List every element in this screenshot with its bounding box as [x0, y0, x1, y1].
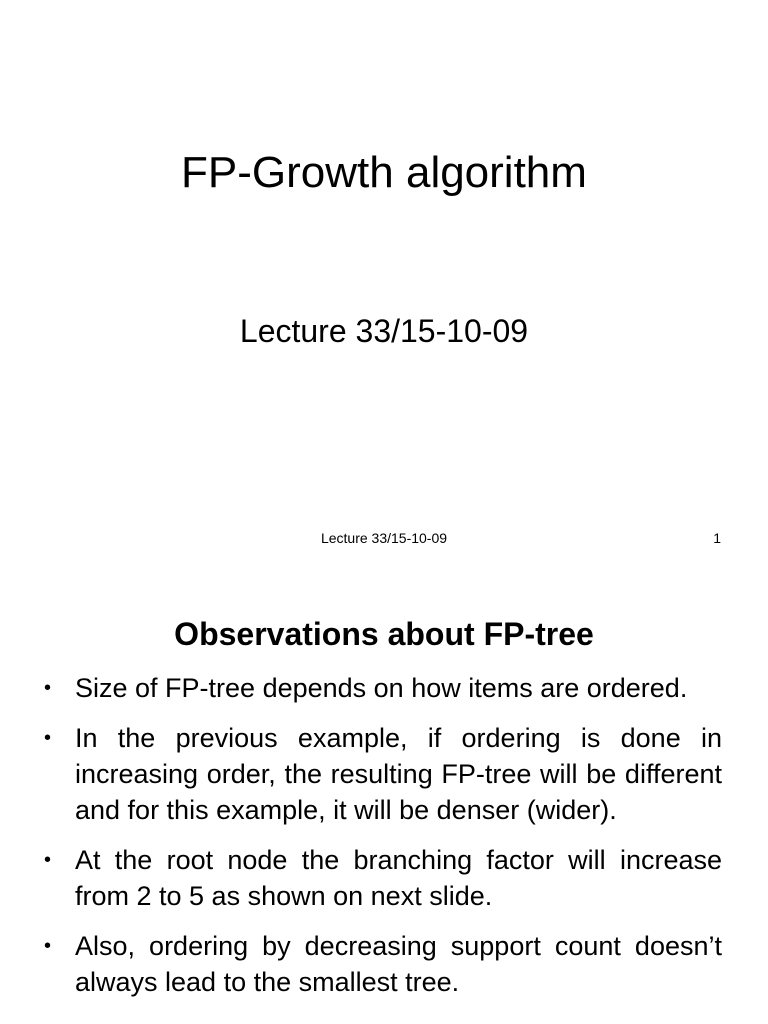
bullet-text: Size of FP-tree depends on how items are ordered.: [75, 673, 688, 703]
bullet-text: At the root node the branching factor will increase from 2 to 5 as shown on next slide.: [75, 845, 722, 911]
slide-number: 1: [713, 530, 721, 546]
bullet-item: [44, 670, 722, 706]
bullet-icon: •: [44, 727, 52, 749]
bullet-icon: •: [44, 935, 52, 957]
bullet-list: [44, 670, 722, 1014]
bullet-item: [44, 842, 722, 914]
slide-footer: Lecture 33/15-10-09: [320, 530, 448, 546]
bullet-item: [44, 720, 722, 828]
bullet-text: In the previous example, if ordering is done in increasing order, the resulting FP-tree will be different and for this example, it will be denser (wider).: [75, 723, 722, 825]
bullet-text: Also, ordering by decreasing support count doesn’t always lead to the smallest tree.: [75, 931, 722, 997]
bullet-icon: •: [44, 849, 52, 871]
slide-title: Observations about FP-tree: [174, 616, 594, 652]
slide-2: [0, 576, 768, 1024]
bullet-item: [44, 928, 722, 1000]
bullet-icon: •: [44, 677, 52, 699]
slide-subtitle: Lecture 33/15-10-09: [239, 313, 529, 349]
slide-title: FP-Growth algorithm: [181, 148, 587, 197]
